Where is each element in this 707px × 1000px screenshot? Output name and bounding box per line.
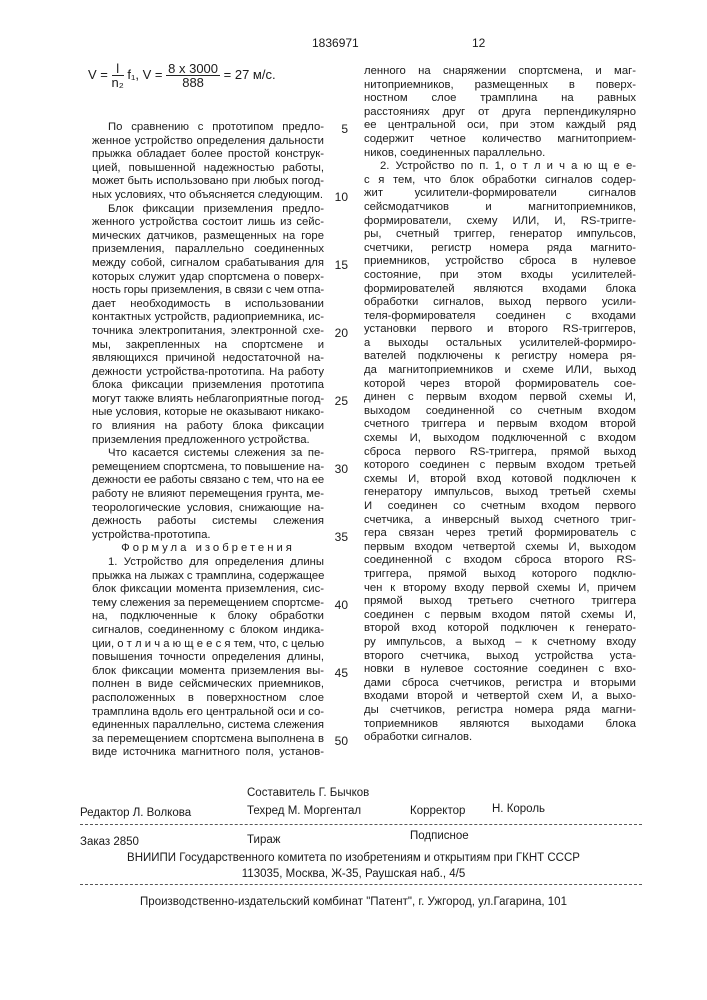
techred: Техред М. Моргентал [247,804,361,818]
subscription: Подписное [410,829,469,843]
text-line: приземления, параллельно соединенных [92,243,324,257]
line-number: 45 [330,667,348,681]
text-line: гера связан через третий формирователь с [364,527,636,541]
text-line: повышения точности определения длины, [92,651,324,665]
text-line: расположенных в поверхностном слое [92,692,324,706]
text-line: выходом соединенной со счетным входом [364,405,636,419]
editor: Редактор Л. Волкова [80,806,191,820]
text-line: содержит четное количество магнитоприем- [364,133,636,147]
text-line: ные условия, которые не оказывают никако- [92,406,324,420]
denominator-2: 888 [166,76,220,89]
corrector-label: Корректор [410,804,465,818]
corrector-name: Н. Король [492,802,545,816]
text-line: ее центральной оси, при этом каждый ряд [364,119,636,133]
line-number: 40 [330,599,348,613]
text-line: могут также влиять неблагоприятные погод- [92,393,324,407]
text-line: на, подключенные к блоку обработки [92,610,324,624]
text-line: чен к второму входу первой схемы И, причем [364,582,636,596]
text-line: теорологические условия, снижающие на- [92,502,324,516]
line-number: 25 [330,395,348,409]
text-line: за перемещением спортсмена выполнена в [92,733,324,747]
denominator-1: n₂ [112,76,124,89]
text-line: между собой, сигналом срабатывания для [92,257,324,271]
text-line: тему слежения за перемещением спортсме- [92,597,324,611]
text-line: второй вход которой подключен к генерато- [364,622,636,636]
text-line: формирователей являются входами блока [364,283,636,297]
text-line: устройства-прототипа. [92,529,324,543]
text-line: сейсмодатчиков и магнитоприемников, [364,201,636,215]
left-column [92,121,324,760]
fraction-2 [166,62,220,89]
text-line: состояние, при этом входы усилителей- [364,269,636,283]
line-number: 30 [330,463,348,477]
line-number: 5 [330,123,348,137]
section-heading: Формула изобретения [92,542,324,556]
text-line: точника электропитания, электронной схе- [92,325,324,339]
text-line: первым входом четвертой схемы И, выходом [364,541,636,555]
text-line: с я тем, что блок обработки сигналов содер- [364,174,636,188]
text-line: обработки сигналов. [364,731,636,745]
text-line: приемников, устройство сброса в нулевое [364,255,636,269]
text-line: И соединен со счетным входом первого [364,500,636,514]
publisher: Производственно-издательский комбинат "Патент", г. Ужгород, ул.Гагарина, 101 [0,895,707,909]
text-line: контактных устройств, радиоприемника, ис- [92,311,324,325]
text-line: По сравнению с прототипом предло- [92,121,324,135]
text-line: сброса первого RS-триггера, прямой выход [364,446,636,460]
numerator-2: 8 x 3000 [166,62,220,76]
text-line: виде источника магнитного поля, установ- [92,746,324,760]
text-line: сигналов, соединенному с блоком индика- [92,624,324,638]
fraction-1 [112,62,124,89]
text-line: Что касается системы слежения за пе- [92,447,324,461]
text-line: схемы И, второй вход котовой подключен к [364,473,636,487]
text-line: мы, закрепленных на спортсмене и [92,339,324,353]
compiler: Составитель Г. Бычков [247,786,369,800]
text-line: формирователи, схему ИЛИ, И, RS-тригге- [364,215,636,229]
text-line: ры, счетный триггер, генератор импульсов, [364,228,636,242]
formula-mult: f₁, V = [127,67,162,82]
text-line: которой через второй формирователь сое- [364,378,636,392]
text-line: ников, соединенных параллельно. [364,147,636,161]
text-line: прыжка обладает более простой конструк- [92,148,324,162]
text-line: счетчики, регистр номера ряда магнито- [364,242,636,256]
text-line: блок фиксации момента приземления, сис- [92,583,324,597]
text-line: теля-формирователя соединен с входами [364,310,636,324]
text-line: расстояниях друг от друга перпендикулярно [364,106,636,120]
formula-v1: V = [88,67,108,82]
text-line: ру импульсов, а выход – к счетному входу [364,636,636,650]
line-number: 15 [330,259,348,273]
organization: ВНИИПИ Государственного комитета по изобретениям и открытиям при ГКНТ СССР [0,851,707,865]
numerator-1: l [112,62,124,76]
text-line: блок фиксации момента приземления вы- [92,665,324,679]
text-line: нитоприемников, размещенных в поверх- [364,79,636,93]
text-line: женного устройства состоит лишь из сейс- [92,216,324,230]
text-line: дежности устройства-прототипа. На работу [92,366,324,380]
text-line: женное устройство определения дальности [92,135,324,149]
text-line: 1. Устройство для определения длины [92,556,324,570]
address: 113035, Москва, Ж-35, Раушская наб., 4/5 [0,867,707,881]
text-line: ленного на снаряжении спортсмена, и маг- [364,65,636,79]
text-line: дами сброса счетчиков, регистра и вторыми [364,677,636,691]
text-line: блока фиксации приземления прототипа [92,379,324,393]
text-line: новки в нулевое состояние соединен с вхо- [364,663,636,677]
line-number: 35 [330,531,348,545]
text-line: триггера, прямой выход которого подклю- [364,568,636,582]
text-line: Блок фиксации приземления предло- [92,203,324,217]
line-number: 20 [330,327,348,341]
patent-number: 1836971 [312,36,359,50]
text-line: может быть использовано при любых погод- [92,175,324,189]
text-line: да магнитоприемников и схеме ИЛИ, выход [364,364,636,378]
text-line: ды счетчиков, регистра номера ряда магни- [364,704,636,718]
text-line: установки первого и второго RS-триггеров, [364,323,636,337]
text-line: вателей подключены к регистру номера ря- [364,350,636,364]
text-line: являющихся причиной недостаточной на- [92,352,324,366]
text-line: которого соединен с первым входом третьей [364,459,636,473]
text-line: го влияния на работу блока фиксации [92,420,324,434]
text-line: дежность работы системы слежения [92,515,324,529]
text-line: ции, о т л и ч а ю щ е е с я тем, что, с целью [92,638,324,652]
text-line: работу не влияют перемещения грунта, ме- [92,488,324,502]
text-line: динен с первым входом первой схемы И, [364,391,636,405]
page-number: 12 [472,36,485,50]
text-line: соединенной с входом сброса второго RS- [364,554,636,568]
line-number: 50 [330,735,348,749]
text-line: счетчика, а инверсный выход счетного триг- [364,514,636,528]
text-line: мических датчиков, размещенных на горе [92,230,324,244]
line-number: 10 [330,191,348,205]
text-line: схемы И, выходом подключенной с входом [364,432,636,446]
text-line: ных условиях, что объясняется следующим. [92,189,324,203]
text-line: полнен в виде сейсмических приемников, [92,678,324,692]
divider [80,884,642,885]
text-line: ность горы приземления, в связи с чем отпа- [92,284,324,298]
text-line: жит усилители-формирователи сигналов [364,187,636,201]
text-line: дает необходимость в использовании [92,298,324,312]
text-line: входами второй и четвертой схем И, а выхо- [364,690,636,704]
text-line: которых служит удар спортсмена о поверх- [92,271,324,285]
text-line: прыжка на лыжах с трамплина, содержащее [92,570,324,584]
text-line: прямой выход третьего счетного триггера [364,595,636,609]
circulation: Тираж [247,833,280,847]
text-line: а выходы остальных усилителей-формиро- [364,337,636,351]
right-column [364,65,636,745]
formula-result: = 27 м/с. [224,67,276,82]
text-line: топриемников являются выходами блока [364,718,636,732]
text-line: соединен с первым входом пятой схемы И, [364,609,636,623]
text-line: единенных параллельно, система слежения [92,719,324,733]
velocity-formula [88,62,276,89]
text-line: ремещением спортсмена, то повышение на- [92,461,324,475]
text-line: 2. Устройство по п. 1, о т л и ч а ю щ е е- [364,160,636,174]
divider [80,824,642,825]
text-line: цией, повышенной надежностью работы, [92,162,324,176]
text-line: приземления предложенного устройства. [92,434,324,448]
text-line: дежности ее работы связано с тем, что на ее [92,474,324,488]
text-line: трамплина вдоль его центральной оси и со- [92,706,324,720]
text-line: второго счетчика, выход устройства уста- [364,650,636,664]
text-line: ностном слое трамплина на равных [364,92,636,106]
text-line: генератору импульсов, выход третьей схемы [364,486,636,500]
text-line: обработки сигналов, выход первого усили- [364,296,636,310]
order-number: Заказ 2850 [80,835,139,849]
text-line: счетного триггера и первым входом второй [364,418,636,432]
